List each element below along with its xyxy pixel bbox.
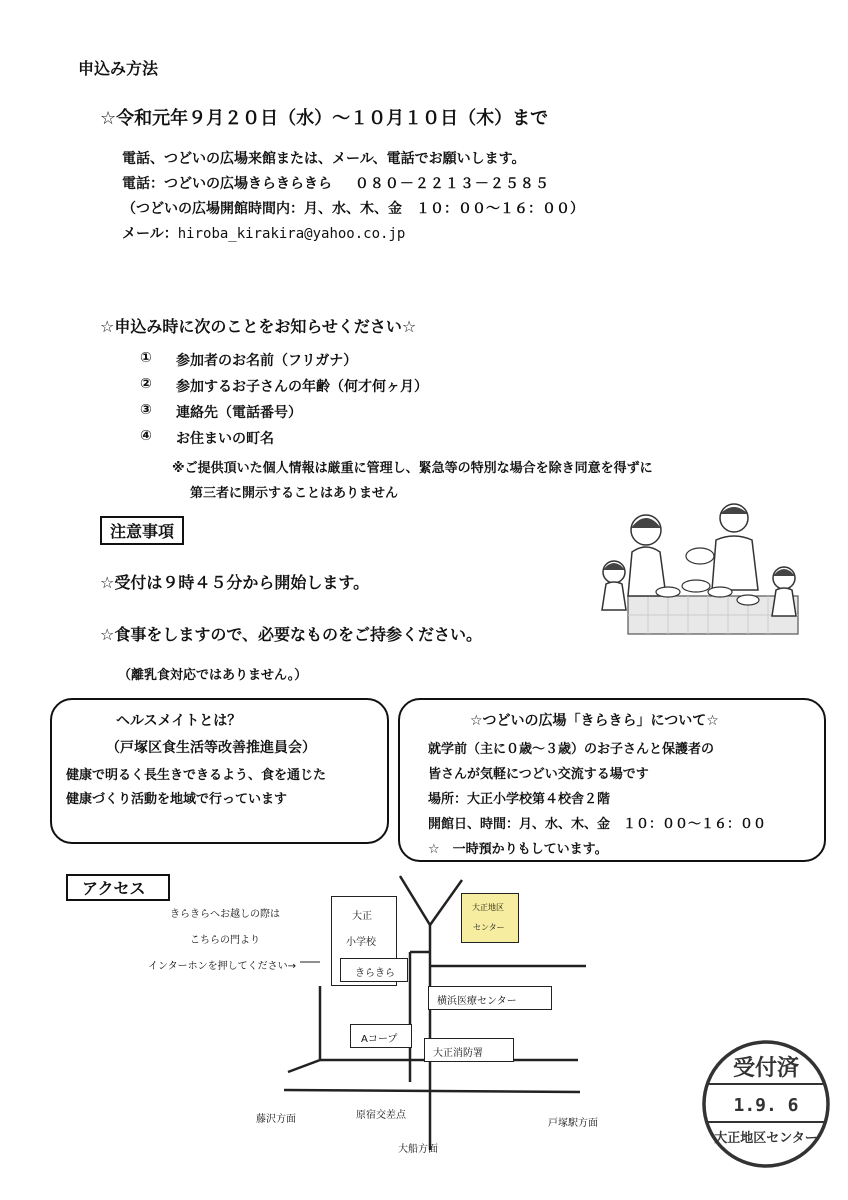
phone-label: 電話：つどいの広場きらきらきら bbox=[122, 176, 332, 192]
notify-item-text: 参加者のお名前（フリガナ） bbox=[176, 353, 358, 369]
healthmate-org: （戸塚区食生活等改善推進員会） bbox=[106, 740, 316, 756]
notify-item-number: ① bbox=[140, 350, 152, 366]
taisho-school-label: 大正 bbox=[352, 911, 372, 922]
totsuka-direction: 戸塚駅方面 bbox=[548, 1118, 598, 1129]
caution-heading: 注意事項 bbox=[100, 516, 184, 545]
notify-item-text: 参加するお子さんの年齢（何才何ヶ月） bbox=[176, 379, 428, 395]
privacy-note: ※ご提供頂いた個人情報は厳重に管理し、緊急等の特別な場合を除き同意を得ずに bbox=[172, 461, 653, 476]
access-guide: きらきらへお越しの際は bbox=[170, 909, 280, 920]
stamp-date: 1.9. 6 bbox=[733, 1095, 799, 1116]
privacy-note-cont: 第三者に開示することはありません bbox=[190, 486, 399, 501]
stamp-bottom-text: 大正地区センター bbox=[714, 1131, 818, 1146]
notify-item-number: ③ bbox=[140, 402, 152, 418]
access-guide: インターホンを押してください→ bbox=[148, 961, 296, 972]
access-guide: こちらの門より bbox=[190, 935, 260, 946]
kirakira-open: 開館日、時間：月、水、木、金 １０：００～１６：００ bbox=[428, 817, 767, 832]
taisho-fire-station bbox=[424, 1038, 514, 1062]
bring-items-note: ☆食事をしますので、必要なものをご持参ください。 bbox=[100, 625, 483, 644]
method-line: 電話、つどいの広場来館または、メール、電話でお願いします。 bbox=[122, 151, 526, 167]
notify-item-text: お住まいの町名 bbox=[176, 431, 274, 447]
open-hours: （つどいの広場開館時間内：月、水、木、金 １０：００～１６：００） bbox=[122, 201, 584, 217]
baby-food-note: （離乳食対応ではありません。） bbox=[118, 668, 308, 683]
kirakira-note: ☆ 一時預かりもしています。 bbox=[428, 842, 608, 857]
taisho-community-center bbox=[461, 893, 519, 943]
healthmate-desc-cont: 健康づくり活動を地域で行っています bbox=[66, 792, 288, 807]
phone-number[interactable]: ０８０－２２１３－２５８５ bbox=[354, 176, 550, 192]
harajuku-intersection: 原宿交差点 bbox=[356, 1110, 406, 1121]
kirakira-desc-cont: 皆さんが気軽につどい交流する場です bbox=[428, 767, 649, 782]
healthmate-desc: 健康で明るく長生きできるよう、食を通じた bbox=[66, 768, 327, 783]
mail-label: メール： bbox=[122, 226, 178, 242]
hospital-label: 横浜医療センター bbox=[437, 996, 517, 1007]
taisho-school-label: 小学校 bbox=[346, 937, 376, 948]
kirakira-title: ☆つどいの広場「きらきら」について☆ bbox=[470, 713, 719, 729]
a-coop bbox=[350, 1024, 412, 1048]
kirakira-map-box bbox=[340, 958, 408, 982]
fire-station-label: 大正消防署 bbox=[433, 1048, 483, 1059]
stamp-top-text: 受付済 bbox=[732, 1056, 800, 1081]
method-heading: 申込み方法 bbox=[78, 59, 159, 78]
healthmate-title: ヘルスメイトとは？ bbox=[116, 713, 242, 729]
reception-time: ☆受付は９時４５分から開始します。 bbox=[100, 573, 370, 592]
ofuna-direction: 大船方面 bbox=[398, 1144, 438, 1155]
notify-item-number: ④ bbox=[140, 428, 152, 444]
mail-address[interactable]: hiroba_kirakira@yahoo.co.jp bbox=[177, 226, 406, 242]
center-label: センター bbox=[473, 923, 505, 932]
kirakira-desc: 就学前（主に０歳～３歳）のお子さんと保護者の bbox=[428, 742, 715, 757]
received-stamp bbox=[698, 1036, 834, 1172]
notify-item-text: 連絡先（電話番号） bbox=[176, 405, 302, 421]
yokohama-medical-center bbox=[428, 986, 552, 1010]
kirakira-place: 場所：大正小学校第４校舎２階 bbox=[428, 792, 611, 807]
notify-heading: ☆申込み時に次のことをお知らせください☆ bbox=[100, 317, 417, 336]
kirakira-map-label: きらきら bbox=[355, 968, 395, 979]
application-period: ☆令和元年９月２０日（水）～１０月１０日（木）まで bbox=[100, 108, 549, 129]
notify-item-number: ② bbox=[140, 376, 152, 392]
access-heading: アクセス bbox=[66, 874, 170, 901]
fujisawa-direction: 藤沢方面 bbox=[256, 1114, 296, 1125]
center-label: 大正地区 bbox=[472, 903, 504, 912]
coop-label: Aコープ bbox=[361, 1034, 398, 1045]
